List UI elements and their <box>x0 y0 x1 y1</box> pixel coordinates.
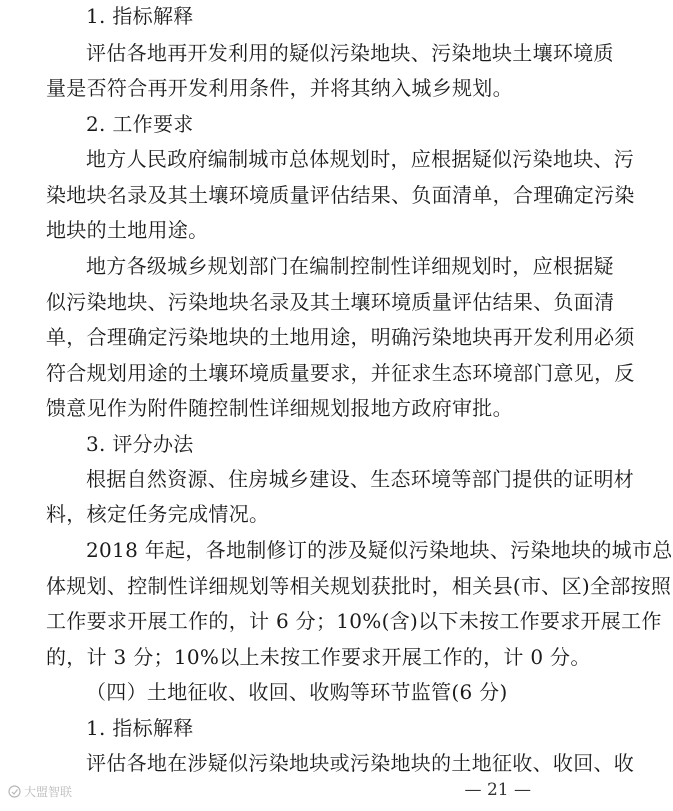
paragraph-line: 地块的土地用途。 <box>46 218 209 242</box>
paragraph-line: 根据自然资源、住房城乡建设、生态环境等部门提供的证明材 <box>86 467 635 491</box>
paragraph-line: 料，核定任务完成情况。 <box>46 502 270 526</box>
paragraph-line: 2018 年起，各地制修订的涉及疑似污染地块、污染地块的城市总 <box>86 538 673 562</box>
paragraph-line: 量是否符合再开发利用条件，并将其纳入城乡规划。 <box>46 76 513 100</box>
paragraph-line: 似污染地块、污染地块名录及其土壤环境质量评估结果、负面清 <box>46 290 615 314</box>
logo-icon <box>8 785 21 798</box>
page-number: — 21 — <box>464 780 531 800</box>
paragraph-line: 地方人民政府编制城市总体规划时，应根据疑似污染地块、污 <box>86 147 635 171</box>
paragraph-line: 评估各地在涉疑似污染地块或污染地块的土地征收、收回、收 <box>86 751 635 775</box>
paragraph-line: 馈意见作为附件随控制性详细规划报地方政府审批。 <box>46 396 513 420</box>
section-heading: 1. 指标解释 <box>86 4 194 28</box>
paragraph-line: 地方各级城乡规划部门在编制控制性详细规划时，应根据疑 <box>86 254 614 278</box>
paragraph-line: 单，合理确定污染地块的土地用途，明确污染地块再开发利用必须 <box>46 325 635 349</box>
section-heading: 1. 指标解释 <box>86 716 194 740</box>
watermark-text: 大盟智联 <box>24 785 73 799</box>
section-heading: （四）土地征收、收回、收购等环节监管(6 分) <box>86 680 508 704</box>
paragraph-line: 体规划、控制性详细规划等相关规划获批时，相关县(市、区)全部按照 <box>46 574 672 598</box>
watermark <box>8 783 72 800</box>
paragraph-line: 符合规划用途的土壤环境质量要求，并征求生态环境部门意见，反 <box>46 361 635 385</box>
paragraph-line: 工作要求开展工作的，计 6 分；10%(含)以下未按工作要求开展工作 <box>46 609 662 633</box>
paragraph-line: 的，计 3 分；10%以上未按工作要求开展工作的，计 0 分。 <box>46 645 591 669</box>
section-heading: 3. 评分办法 <box>86 432 194 456</box>
paragraph-line: 评估各地再开发利用的疑似污染地块、污染地块土壤环境质 <box>86 41 614 65</box>
section-heading: 2. 工作要求 <box>86 112 194 136</box>
paragraph-line: 染地块名录及其土壤环境质量评估结果、负面清单，合理确定污染 <box>46 183 635 207</box>
